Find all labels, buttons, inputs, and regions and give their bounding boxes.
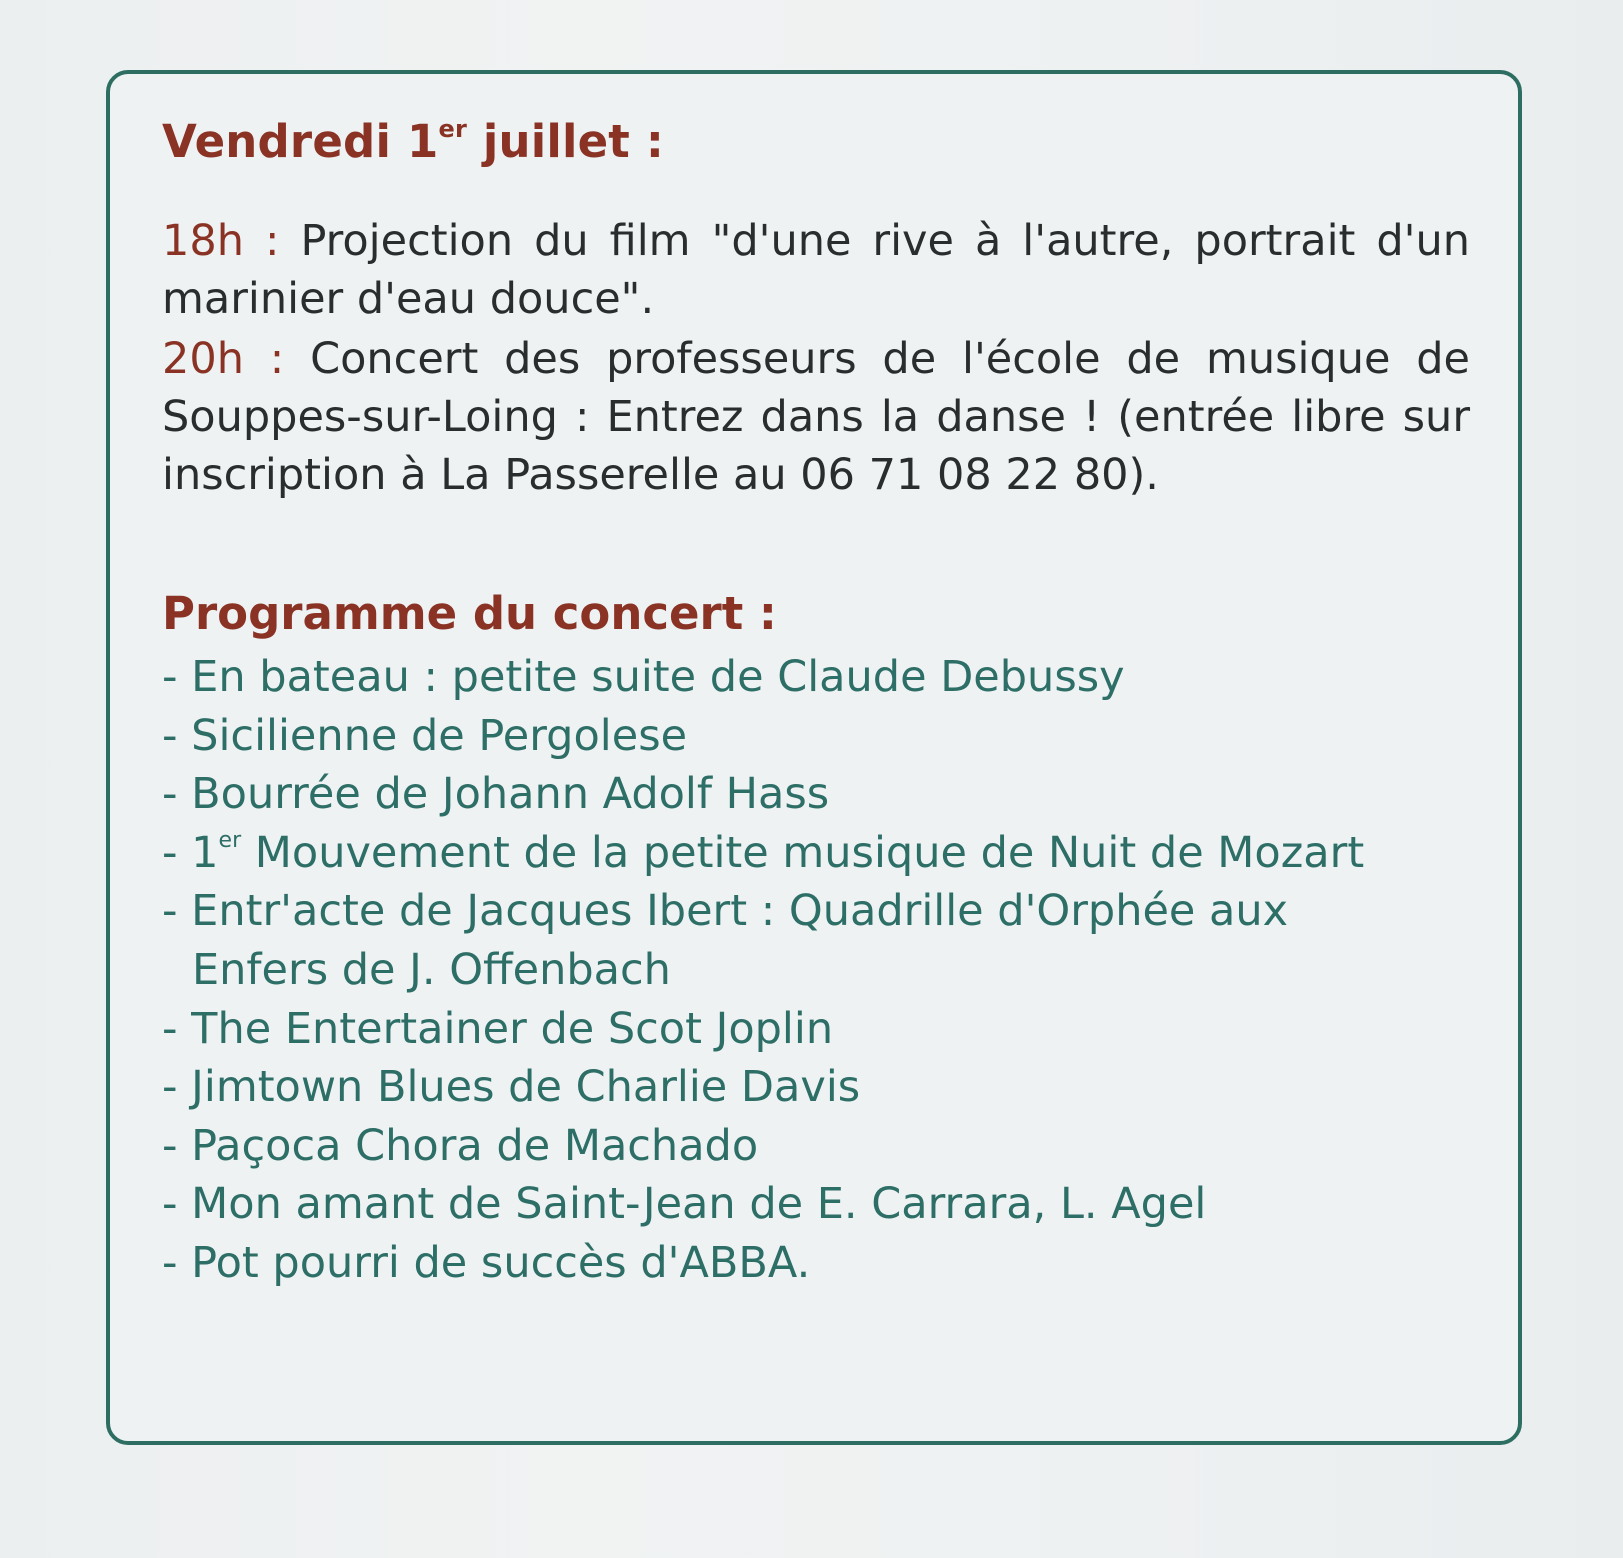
event-list [162,212,1470,504]
event-separator: : [243,216,301,266]
day-title-prefix: Vendredi 1 [162,115,439,168]
event-description: Projection du film "d'une rive à l'autre, portrait d'un marinier d'eau douce". [162,216,1470,324]
programme-item: - Pot pourri de succès d'ABBA. [162,1237,811,1288]
programme-item [162,824,1412,883]
programme-item-sup: er [218,827,242,853]
day-title-sup: er [438,115,467,143]
programme-item-prefix: - 1 [162,827,219,878]
event-time: 20h [162,334,244,384]
programme-item: - En bateau : petite suite de Claude Debussy [162,652,1125,702]
programme-item: - Mon amant de Saint-Jean de E. Carrara, L. Agel [162,1179,1207,1230]
programme-item: - Sicilienne de Pergolese [162,710,688,761]
programme-item: - Jimtown Blues de Charlie Davis [162,1062,861,1113]
programme-item: - Entr'acte de Jacques Ibert : Quadrille d'Orphée aux Enfers de J. Offenbach [162,886,1289,995]
programme-title: Programme du concert : [162,587,777,640]
event-item-20h [162,330,1470,504]
day-title [162,112,1470,172]
event-time: 18h [162,216,244,266]
programme-item: - Paçoca Chora de Machado [162,1120,759,1171]
event-separator: : [243,334,311,384]
programme-item: - The Entertainer de Scot Joplin [162,1003,834,1054]
event-item-18h [162,212,1470,328]
programme-item: - Bourrée de Johann Adolf Hass [162,769,830,820]
event-description: Concert des professeurs de l'école de musique de Souppes-sur-Loing : Entrez dans la danse ! (entrée libre sur inscription à La Passerelle au 06 71 08 22 80). [162,334,1470,500]
day-title-suffix: juillet : [466,115,665,168]
programme-item-suffix: Mouvement de la petite musique de Nuit de Mozart [241,827,1365,878]
event-content [162,112,1470,1293]
programme-list [162,648,1470,1293]
